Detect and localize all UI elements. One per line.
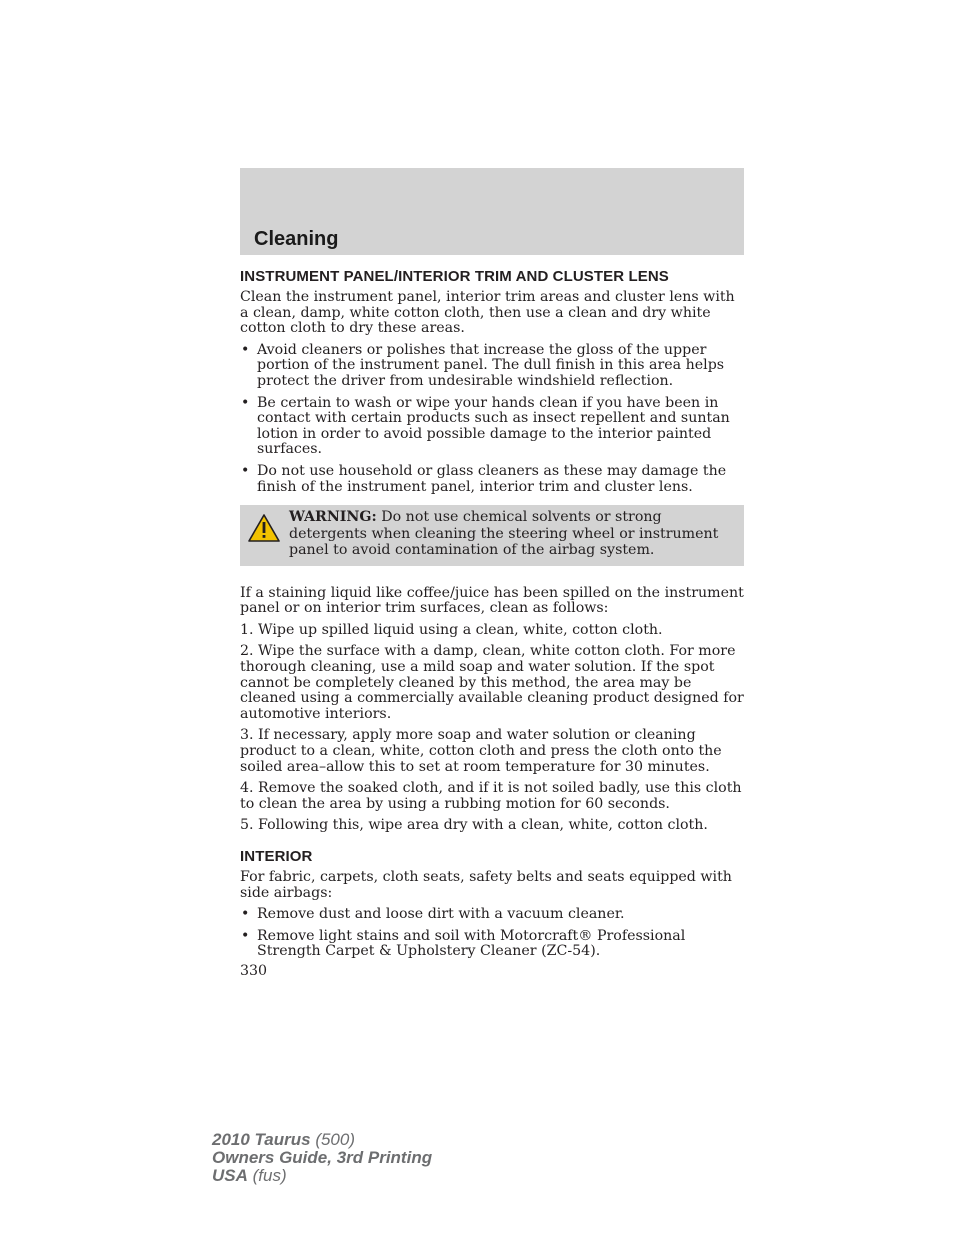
- bullet-glyph: •: [241, 462, 250, 479]
- list-item: • Do not use household or glass cleaners as these may damage the finish of the instrument panel, interior trim and cluster lens.: [241, 462, 727, 495]
- paragraph-intro: Clean the instrument panel, interior trim areas and cluster lens with a clean, damp, white cotton cloth, then use a clean and dry white cotton cloth to dry these areas.: [240, 289, 735, 337]
- warning-label: WARNING:: [289, 509, 377, 526]
- page-content: [240, 268, 744, 980]
- section-heading-instrument-panel: INSTRUMENT PANEL/INTERIOR TRIM AND CLUSTER LENS: [240, 268, 669, 285]
- bullet-list-instrument-panel: [240, 343, 744, 495]
- step-2: 2. Wipe the surface with a damp, clean, white cotton cloth. For more thorough cleaning, use a mild soap and water solution. If the spot cannot be completely cleaned by this method, the area may be cleaned using a commercially available cleaning product designed for automotive interiors.: [240, 643, 744, 722]
- page-title: Cleaning: [254, 228, 339, 250]
- bullet-glyph: •: [241, 906, 250, 923]
- section-header-band: [240, 168, 744, 255]
- bullet-glyph: •: [241, 341, 250, 358]
- warning-box: [240, 505, 744, 566]
- footer-line-3: USA (fus): [212, 1166, 287, 1185]
- bullet-glyph: •: [241, 394, 250, 411]
- paragraph-interior-intro: For fabric, carpets, cloth seats, safety belts and seats equipped with side airbags:: [240, 868, 732, 901]
- footer-line-1: 2010 Taurus (500): [212, 1130, 356, 1149]
- bullet-glyph: •: [241, 927, 250, 944]
- list-item: • Be certain to wash or wipe your hands clean if you have been in contact with certain products such as insect repellent and suntan lotion in order to avoid possible damage to the interior painted surfaces.: [241, 394, 730, 458]
- paragraph-stain-intro: If a staining liquid like coffee/juice has been spilled on the instrument panel or on interior trim surfaces, clean as follows:: [240, 584, 744, 617]
- warning-triangle-icon: [247, 513, 281, 543]
- footer-imprint: [212, 1131, 432, 1185]
- list-item: • Remove light stains and soil with Motorcraft® Professional Strength Carpet & Upholstery Cleaner (ZC-54).: [241, 927, 686, 960]
- footer-line-2: Owners Guide, 3rd Printing: [212, 1148, 433, 1167]
- warning-text: Do not use chemical solvents or strong detergents when cleaning the steering wheel or instrument panel to avoid contamination of the airbag system.: [289, 509, 719, 559]
- step-3: 3. If necessary, apply more soap and water solution or cleaning product to a clean, white, cotton cloth and press the cloth onto the soiled area–allow this to set at room temperature for 30 minutes.: [240, 727, 722, 775]
- page-number: 330: [240, 962, 268, 979]
- list-item: • Avoid cleaners or polishes that increase the gloss of the upper portion of the instrument panel. The dull finish in this area helps protect the driver from undesirable windshield reflection.: [241, 341, 725, 389]
- step-1: 1. Wipe up spilled liquid using a clean, white, cotton cloth.: [240, 621, 663, 638]
- section-heading-interior: INTERIOR: [240, 847, 313, 865]
- step-4: 4. Remove the soaked cloth, and if it is not soiled badly, use this cloth to clean the area by using a rubbing motion for 60 seconds.: [240, 780, 742, 812]
- list-item: • Remove dust and loose dirt with a vacuum cleaner.: [241, 906, 625, 923]
- bullet-list-interior: [240, 907, 744, 960]
- step-5: 5. Following this, wipe area dry with a clean, white, cotton cloth.: [240, 817, 708, 834]
